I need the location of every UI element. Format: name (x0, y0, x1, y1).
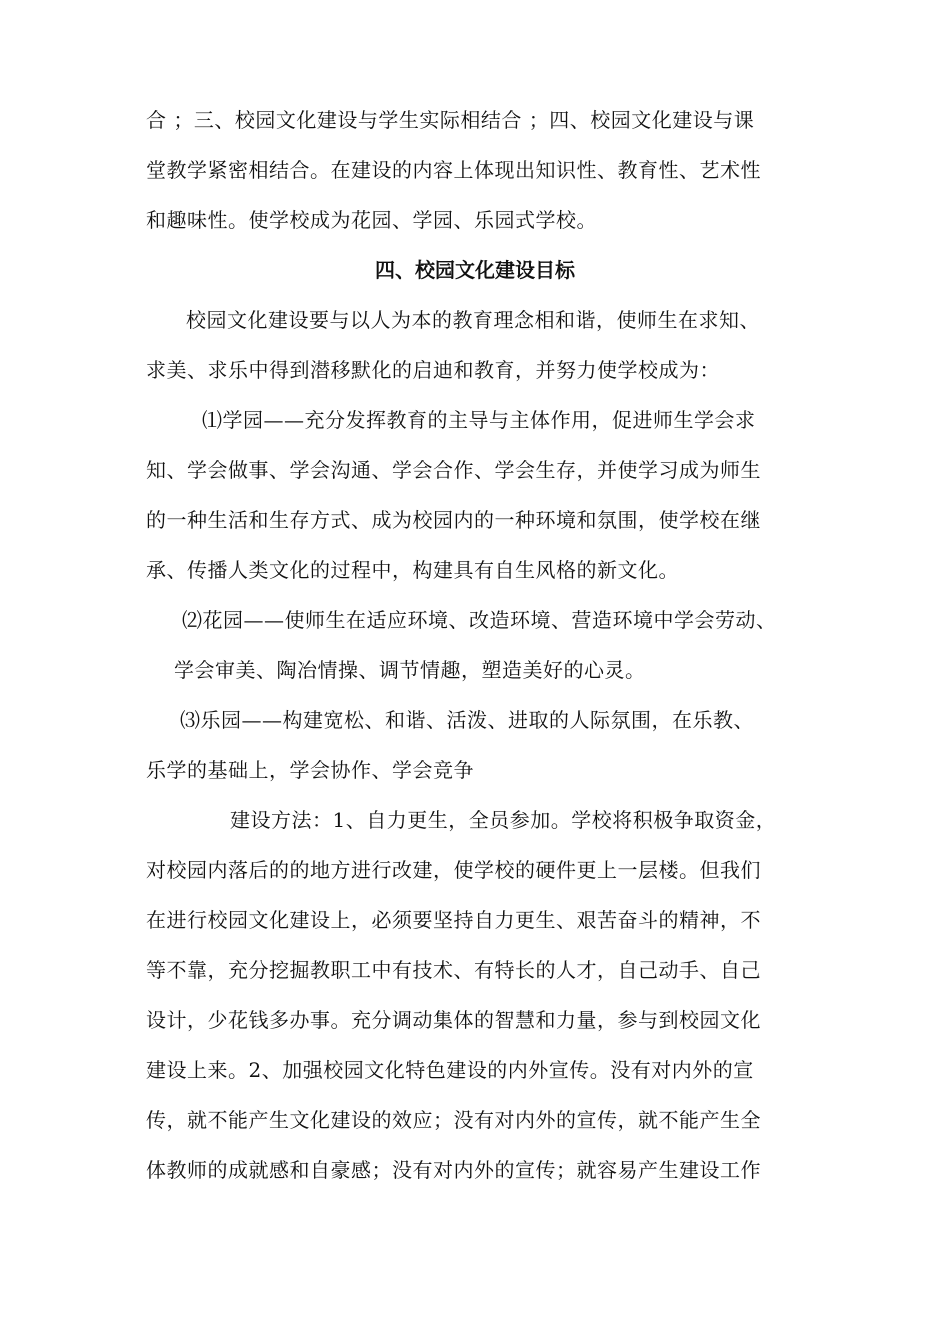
paragraph-3-line-6: 建设上来。2、加强校园文化特色建设的内外宣传。没有对内外的宣 (146, 1058, 754, 1082)
paragraph-1-line-1: 合 ；三、校园文化建设与学生实际相结合 ；四、校园文化建设与课 (146, 108, 755, 132)
paragraph-3-line-4: 等不靠，充分挖掘教职工中有技术、有特长的人才，自己动手、自己 (146, 958, 761, 982)
paragraph-3-line-7: 传，就不能产生文化建设的效应；没有对内外的宣传，就不能产生全 (146, 1108, 761, 1132)
item-1-line-2: 知、学会做事、学会沟通、学会合作、学会生存，并使学习成为师生 (146, 458, 761, 482)
paragraph-2-line-1: 校园文化建设要与以人为本的教育理念相和谐，使师生在求知、 (186, 308, 760, 332)
item-1-line-1: ⑴学园——充分发挥教育的主导与主体作用，促进师生学会求 (202, 408, 756, 432)
paragraph-1-line-2: 堂教学紧密相结合。在建设的内容上体现出知识性、教育性、艺术性 (146, 158, 761, 182)
paragraph-3-line-3: 在进行校园文化建设上，必须要坚持自力更生、艰苦奋斗的精神，不 (146, 908, 761, 932)
section-heading: 四、校园文化建设目标 (375, 258, 575, 282)
item-2-line-1: ⑵花园——使师生在适应环境、改造环境、营造环境中学会劳动、 (182, 608, 777, 632)
item-3-line-1: ⑶乐园——构建宽松、和谐、活泼、进取的人际氛围，在乐教、 (180, 708, 754, 732)
item-1-line-4: 承、传播人类文化的过程中，构建具有自生风格的新文化。 (146, 558, 679, 582)
paragraph-3-line-5: 设计，少花钱多办事。充分调动集体的智慧和力量，参与到校园文化 (146, 1008, 761, 1032)
item-1-line-3: 的一种生活和生存方式、成为校园内的一种环境和氛围，使学校在继 (146, 508, 761, 532)
paragraph-3-line-8: 体教师的成就感和自豪感；没有对内外的宣传；就容易产生建设工作 (146, 1158, 761, 1182)
paragraph-3-line-1: 建设方法：1、自力更生，全员参加。学校将积极争取资金， (230, 808, 777, 832)
item-2-line-2: 学会审美、陶冶情操、调节情趣，塑造美好的心灵。 (174, 658, 646, 682)
paragraph-2-line-2: 求美、求乐中得到潜移默化的启迪和教育，并努力使学校成为： (146, 358, 720, 382)
item-3-line-2: 乐学的基础上，学会协作、学会竞争 (146, 758, 474, 782)
paragraph-3-line-2: 对校园内落后的的地方进行改建，使学校的硬件更上一层楼。但我们 (146, 858, 761, 882)
paragraph-1-line-3: 和趣味性。使学校成为花园、学园、乐园式学校。 (146, 208, 597, 232)
